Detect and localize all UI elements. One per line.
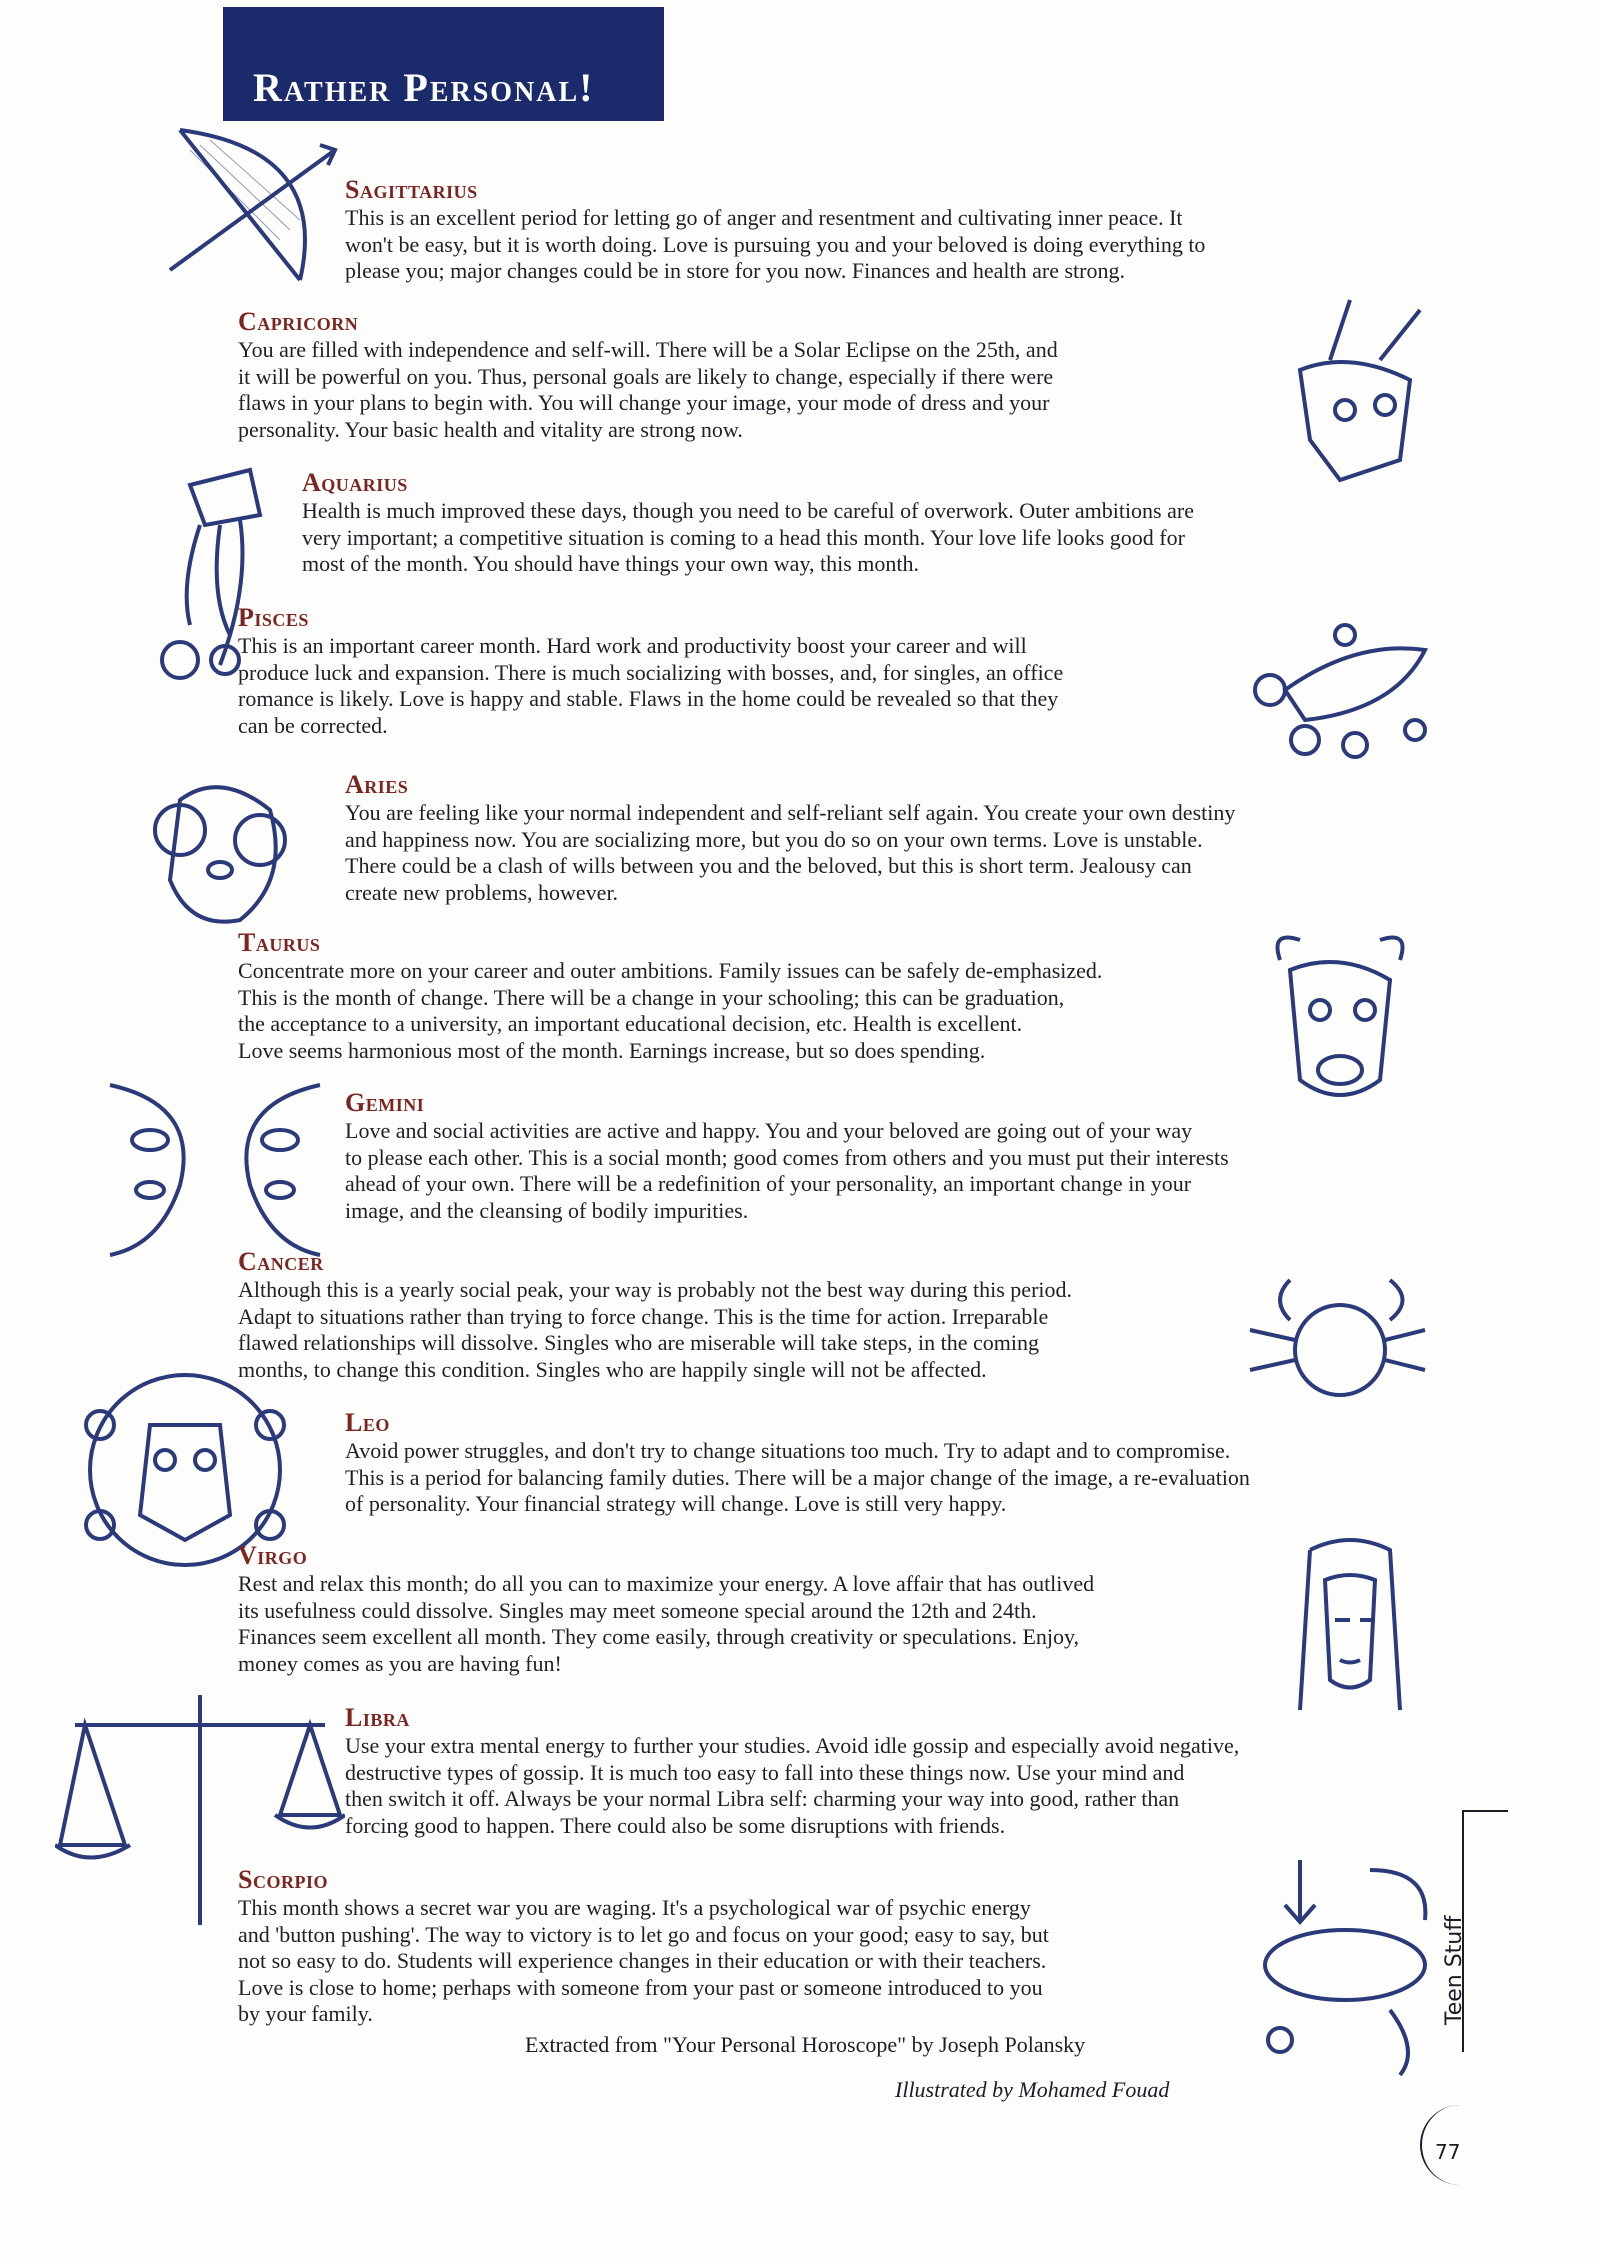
sign-text-line: months, to change this condition. Singles who are happily single will not be affected. — [238, 1356, 987, 1382]
illustrator-credit: Illustrated by Mohamed Fouad — [895, 2077, 1170, 2102]
sign-text-line: very important; a competitive situation is coming to a head this month. Your love life looks good for — [302, 524, 1185, 550]
sign-text-line: not so easy to do. Students will experience changes in their education or with their teachers. — [238, 1948, 1047, 1973]
sign-text-line: produce luck and expansion. There is much socializing with bosses, and, for singles, an office — [238, 659, 1064, 685]
sign-text-line: by your family. — [238, 2001, 373, 2026]
sign-heading: Cancer — [238, 1247, 324, 1276]
sign-heading: Aries — [345, 770, 409, 799]
page-title: Rather Personal! — [253, 65, 595, 110]
sign-heading: Capricorn — [238, 307, 359, 336]
sign-text-line: flaws in your plans to begin with. You will change your image, your mode of dress and your — [238, 390, 1050, 415]
page-number: 77 — [1435, 2140, 1461, 2164]
title-banner — [223, 7, 664, 121]
sign-aries — [345, 770, 1435, 906]
sign-text-line: to please each other. This is a social month; good comes from others and you must put their interests — [345, 1144, 1229, 1170]
sign-text-line: Health is much improved these days, though you need to be careful of overwork. Outer ambitions are — [302, 498, 1194, 523]
sign-virgo — [238, 1541, 1268, 1677]
sign-libra — [345, 1703, 1445, 1839]
sign-text-line: image, and the cleansing of bodily impurities. — [345, 1197, 749, 1223]
sign-text-line: won't be easy, but it is worth doing. Love is pursuing you and your beloved is doing everything to — [345, 231, 1206, 257]
sign-text-line: create new problems, however. — [345, 879, 619, 905]
sign-text-line: flawed relationships will dissolve. Singles who are miserable will take steps, in the coming — [238, 1330, 1040, 1355]
sign-cancer — [238, 1247, 1258, 1383]
sign-text-line: money comes as you are having fun! — [238, 1650, 562, 1676]
virgo-maiden-illustration — [1270, 1530, 1430, 1720]
sign-capricorn — [238, 307, 1278, 443]
taurus-bull-illustration — [1250, 920, 1430, 1110]
sign-text-line: Finances seem excellent all month. They come easily, through creativity or speculations. Enjoy, — [238, 1624, 1080, 1649]
sign-text-line: and 'button pushing'. The way to victory is to let go and focus on your good; easy to say, but — [238, 1921, 1049, 1947]
section-tab-frame — [1462, 1810, 1508, 2052]
sign-text-line: Concentrate more on your career and outer ambitions. Family issues can be safely de-emphasized. — [238, 958, 1103, 983]
sign-heading: Aquarius — [302, 468, 408, 497]
sign-heading: Virgo — [238, 1541, 308, 1570]
sagittarius-bow-illustration — [150, 120, 340, 290]
sign-text-line: the acceptance to a university, an important educational decision, etc. Health is excellent. — [238, 1011, 1023, 1036]
sign-heading: Libra — [345, 1703, 410, 1732]
section-tab-label: Teen Stuff — [1442, 1915, 1467, 2025]
sign-text-line: Love seems harmonious most of the month. Earnings increase, but so does spending. — [238, 1037, 986, 1063]
aries-ram-illustration — [140, 770, 300, 940]
sign-text-line: its usefulness could dissolve. Singles may meet someone special around the 12th and 24th. — [238, 1597, 1037, 1623]
capricorn-goat-illustration — [1270, 290, 1430, 490]
sign-text-line: and happiness now. You are socializing more, but you do so on your own terms. Love is unstable. — [345, 826, 1203, 852]
sign-text-line: Love and social activities are active and happy. You and your beloved are going out of your way — [345, 1118, 1193, 1143]
sign-scorpio — [238, 1865, 1248, 2028]
sign-text-line: destructive types of gossip. It is much too easy to fall into these things now. Use your mind and — [345, 1759, 1185, 1785]
sign-text-line: There could be a clash of wills between you and the beloved, but this is short term. Jealousy can — [345, 853, 1192, 878]
sign-heading: Pisces — [238, 603, 309, 632]
sign-text-line: This month shows a secret war you are waging. It's a psychological war of psychic energy — [238, 1895, 1031, 1920]
sign-text-line: This is an excellent period for letting go of anger and resentment and cultivating inner peace. It — [345, 205, 1183, 230]
sign-sagittarius — [345, 175, 1415, 285]
sign-heading: Sagittarius — [345, 175, 478, 204]
sign-text-line: forcing good to happen. There could also be some disruptions with friends. — [345, 1812, 1006, 1838]
sign-text-line: Rest and relax this month; do all you can to maximize your energy. A love affair that has outlived — [238, 1571, 1095, 1596]
gemini-twins-illustration — [90, 1065, 340, 1265]
sign-pisces — [238, 603, 1268, 739]
sign-text-line: Adapt to situations rather than trying to force change. This is the time for action. Irreparable — [238, 1303, 1049, 1329]
pisces-fish-illustration — [1245, 620, 1445, 770]
sign-text-line: This is a period for balancing family duties. There will be a major change of the image, a re-evaluation — [345, 1464, 1250, 1490]
sign-text-line: then switch it off. Always be your normal Libra self: charming your way into good, rather than — [345, 1786, 1180, 1811]
sign-text-line: it will be powerful on you. Thus, personal goals are likely to change, especially if there were — [238, 363, 1054, 389]
cancer-crab-illustration — [1240, 1260, 1430, 1420]
sign-text-line: most of the month. You should have things your own way, this month. — [302, 551, 920, 576]
sign-text-line: of personality. Your financial strategy will change. Love is still very happy. — [345, 1491, 1007, 1516]
sign-aquarius — [302, 468, 1422, 578]
sign-text-line: romance is likely. Love is happy and stable. Flaws in the home could be revealed so that they — [238, 686, 1059, 711]
sign-text-line: personality. Your basic health and vitality are strong now. — [238, 416, 743, 442]
sign-text-line: You are filled with independence and self-will. There will be a Solar Eclipse on the 25th, and — [238, 337, 1058, 362]
sign-heading: Gemini — [345, 1088, 425, 1117]
sign-heading: Taurus — [238, 928, 321, 957]
sign-leo — [345, 1408, 1445, 1518]
sign-text-line: Love is close to home; perhaps with someone from your past or someone introduced to you — [238, 1974, 1043, 2000]
sign-taurus — [238, 928, 1268, 1064]
sign-text-line: Use your extra mental energy to further your studies. Avoid idle gossip and especially avoid negative, — [345, 1733, 1240, 1758]
sign-text-line: can be corrected. — [238, 712, 388, 738]
sign-heading: Leo — [345, 1408, 390, 1437]
source-credit: Extracted from "Your Personal Horoscope" by Joseph Polansky — [525, 2032, 1086, 2057]
sign-text-line: You are feeling like your normal independent and self-reliant self again. You create your own destiny — [345, 800, 1236, 825]
sign-text-line: ahead of your own. There will be a redefinition of your personality, an important change in your — [345, 1171, 1192, 1196]
sign-text-line: This is the month of change. There will be a change in your schooling; this can be graduation, — [238, 984, 1065, 1010]
sign-text-line: Although this is a yearly social peak, your way is probably not the best way during this period. — [238, 1277, 1073, 1302]
scorpio-scorpion-illustration — [1240, 1850, 1440, 2080]
sign-text-line: please you; major changes could be in store for you now. Finances and health are strong. — [345, 258, 1125, 283]
sign-text-line: Avoid power struggles, and don't try to change situations too much. Try to adapt and to compromise. — [345, 1438, 1231, 1463]
sign-heading: Scorpio — [238, 1865, 328, 1894]
sign-gemini — [345, 1088, 1445, 1224]
sign-text-line: This is an important career month. Hard work and productivity boost your career and will — [238, 633, 1027, 658]
